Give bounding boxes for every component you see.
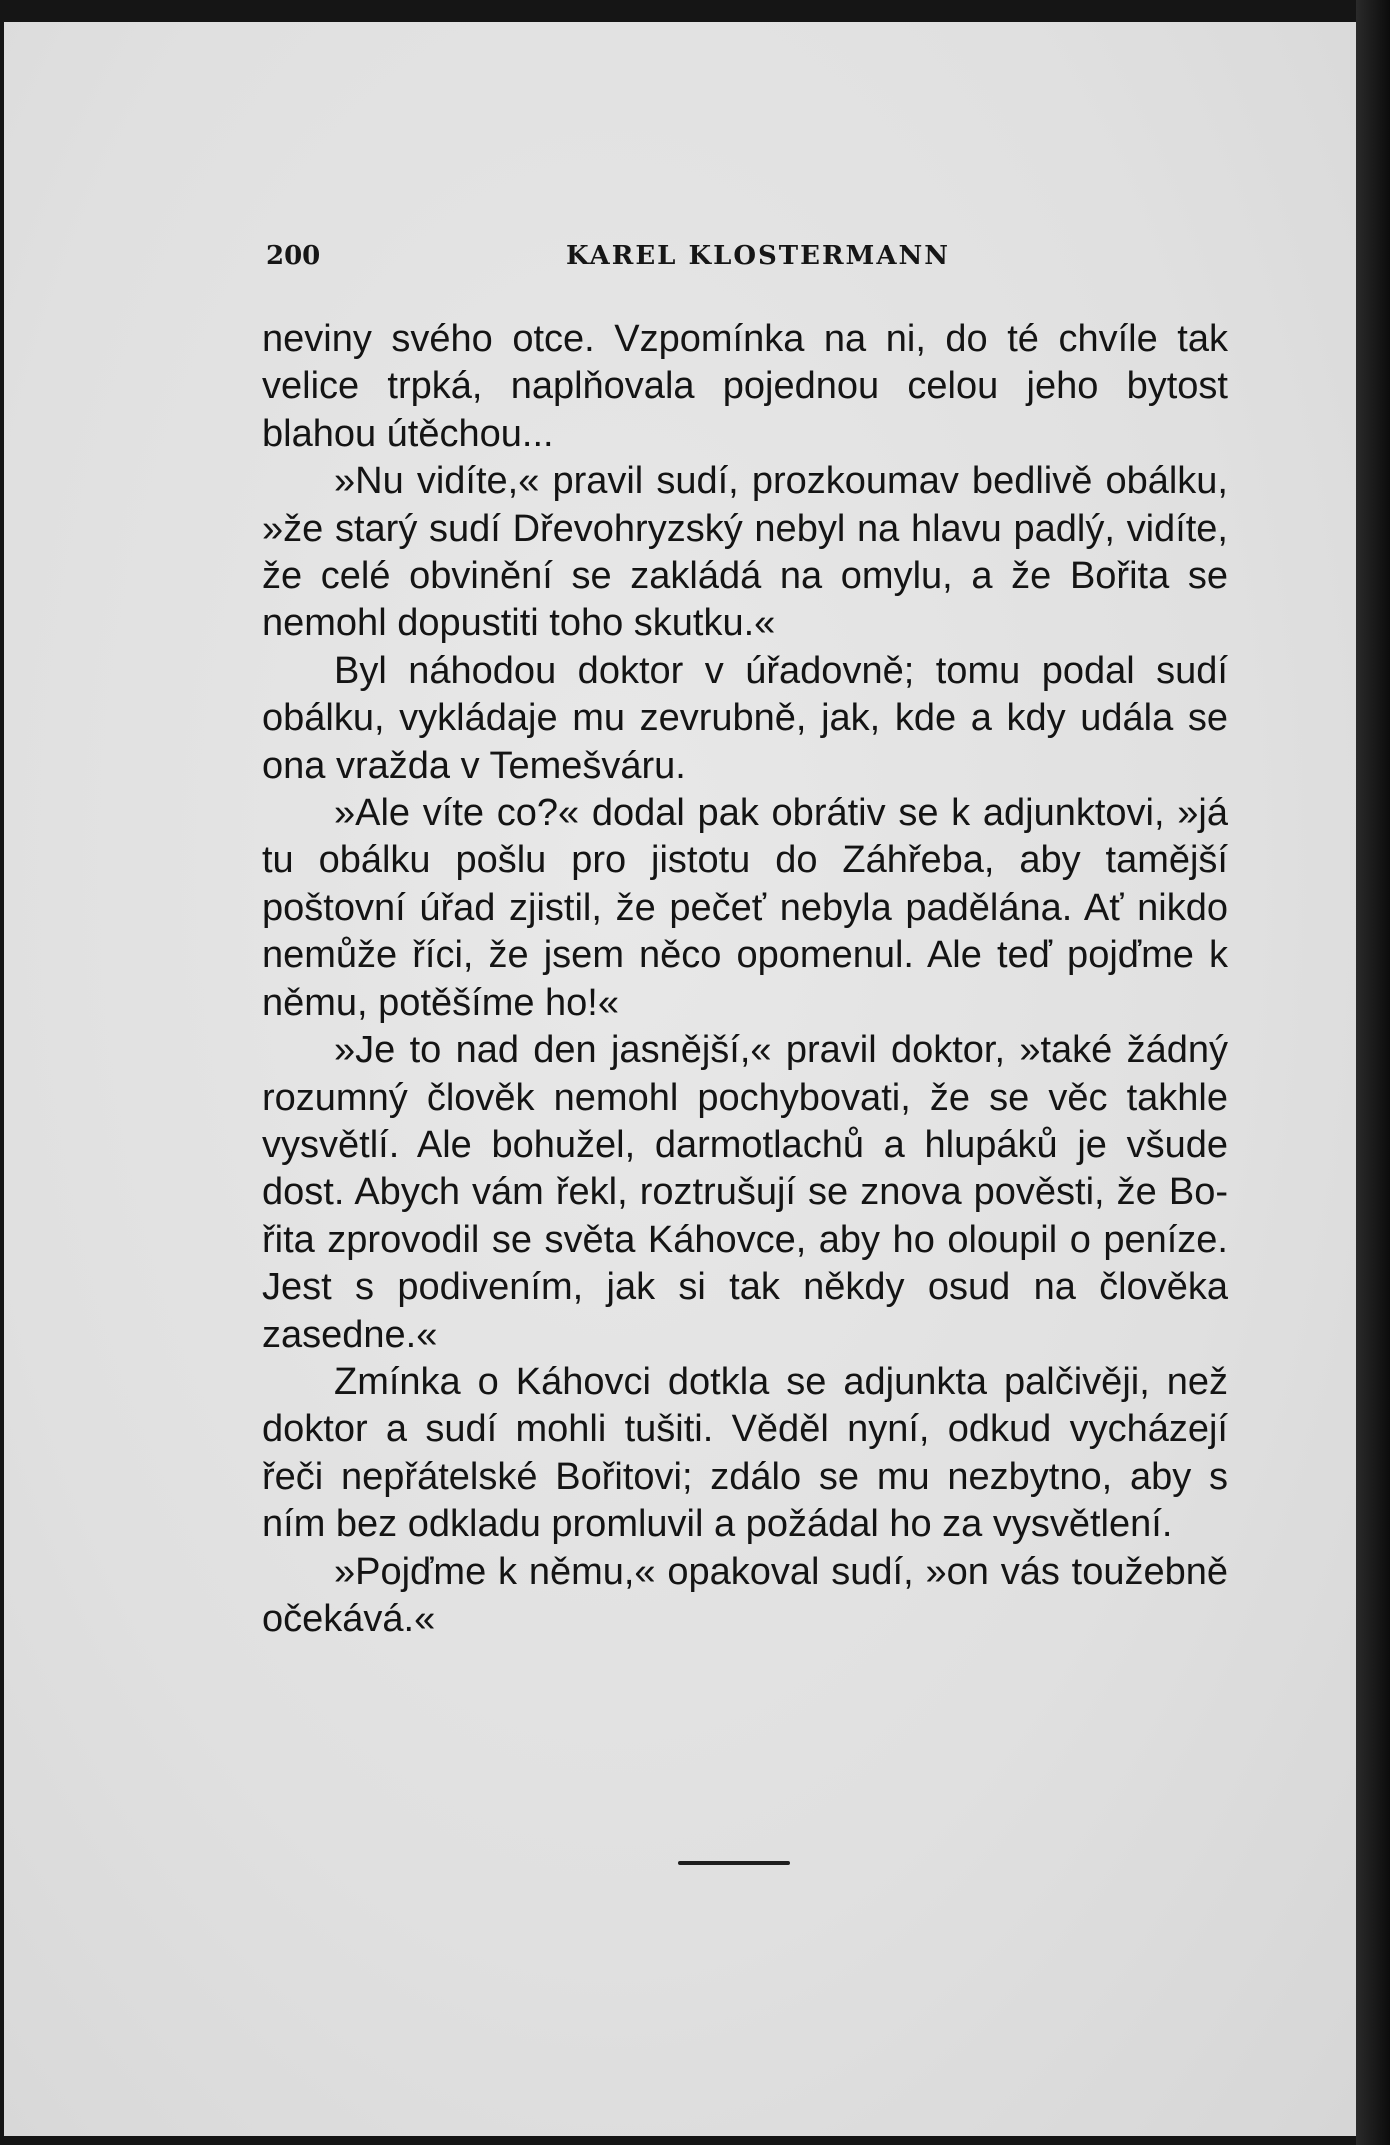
page-header (266, 237, 1226, 277)
paragraph: neviny svého otce. Vzpomínka na ni, do té chvíle tak velice trpká, naplňovala pojednou celou jeho bytost blahou útěchou... (262, 318, 1228, 455)
paragraph: »Je to nad den jasnější,« pravil doktor, »také žádný rozumný člověk nemohl pochybovati, že se věc takhle vysvětlí. Ale bohužel, darmotlachů a hlupáků je všude dost. Abych vám řekl, roztrušují se znova pověsti, že Bořita zprovodil se světa Káhovce, aby ho oloupil o peníze. Jest s podivením, jak si tak někdy osud na člověka zasedne.« (262, 1029, 1228, 1356)
paragraph: Byl náhodou doktor v úřadovně; tomu podal sudí obálku, vykládaje mu zevrubně, jak, kde a kdy udála se ona vražda v Temešváru. (262, 649, 1228, 787)
page-number: 200 (266, 241, 321, 271)
paragraph: »Pojďme k němu,« opakoval sudí, »on vás toužebně očekává.« (262, 1550, 1228, 1640)
paragraph: Zmínka o Káhovci dotkla se adjunkta palčivěji, než doktor a sudí mohli tušiti. Věděl nyní, odkud vycházejí řeči nepřátelské Bořitovi; zdálo se mu nezbytno, aby s ním bez odkladu promluvil a požádal ho za vysvětlení. (262, 1360, 1228, 1546)
chapter-end-rule (678, 1861, 790, 1865)
body-text (262, 316, 1228, 1643)
book-spine-shadow (1356, 0, 1390, 2145)
paragraph: »Ale víte co?« dodal pak obrátiv se k adjunktovi, »já tu obálku pošlu pro jistotu do Záhřeba, aby tamější poštovní úřad zjistil, že pečeť nebyla padělána. Ať nikdo nemůže říci, že jsem něco opomenul. Ale teď pojďme k němu, potěšíme ho!« (262, 792, 1228, 1024)
running-head: KAREL KLOSTERMANN (566, 241, 951, 271)
paragraph: »Nu vidíte,« pravil sudí, prozkoumav bedlivě obálku, »že starý sudí Dřevohryzský nebyl na hlavu padlý, vidíte, že celé obvinění se zakládá na omylu, a že Bořita se nemohl dopustiti toho skutku.« (262, 460, 1228, 645)
